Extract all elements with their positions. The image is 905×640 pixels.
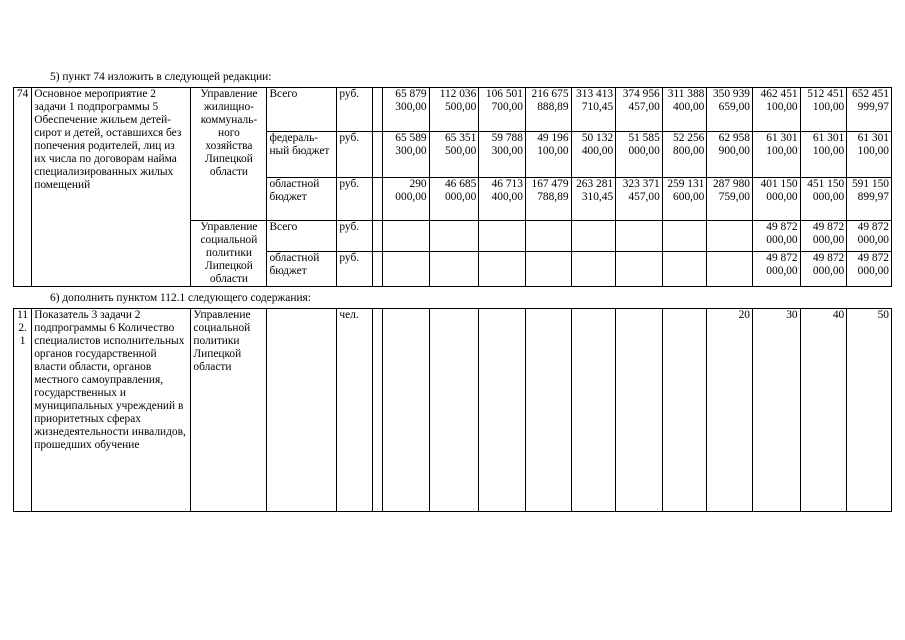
value-cell: 62 958 900,00 (707, 132, 753, 178)
value-cell (525, 252, 571, 287)
funding-source: Всего (267, 88, 337, 132)
table-112-1-body (14, 309, 892, 512)
value-cell: 287 980 759,00 (707, 178, 753, 221)
value-cell: 30 (752, 309, 800, 512)
value-cell: 52 256 800,00 (662, 132, 707, 178)
value-cell: 46 685 000,00 (429, 178, 479, 221)
value-cell (479, 221, 526, 252)
value-cell (662, 252, 707, 287)
executor-cell: Управление жилищно-коммуналь-ного хозяйства Липецкой области (191, 88, 267, 221)
value-cell: 451 150 000,00 (800, 178, 847, 221)
value-cell (571, 221, 616, 252)
value-cell (707, 252, 753, 287)
value-cell (525, 309, 571, 512)
value-cell: 59 788 300,00 (479, 132, 526, 178)
value-cell: 311 388 400,00 (662, 88, 707, 132)
value-cell: 167 479 788,89 (525, 178, 571, 221)
item-name: Основное мероприятие 2 задачи 1 подпрограммы 5 Обеспечение жильем детей-сирот и детей, оставшихся без попечения родителей, лиц из их числа по договорам найма специализированных жилых помещений (32, 88, 191, 287)
value-cell: 49 872 000,00 (752, 252, 800, 287)
value-cell: 61 301 100,00 (800, 132, 847, 178)
value-cell (479, 309, 526, 512)
value-cell: 263 281 310,45 (571, 178, 616, 221)
value-cell: 51 585 000,00 (616, 132, 663, 178)
value-cell (383, 252, 430, 287)
item-number: 112. 1 (14, 309, 32, 512)
value-cell: 65 879 300,00 (383, 88, 430, 132)
value-cell: 374 956 457,00 (616, 88, 663, 132)
value-cell: 401 150 000,00 (752, 178, 800, 221)
value-cell: 106 501 700,00 (479, 88, 526, 132)
executor-cell: Управление социальной политики Липецкой области (191, 221, 267, 287)
value-cell: 49 872 000,00 (847, 252, 892, 287)
value-cell: 61 301 100,00 (847, 132, 892, 178)
value-cell: 49 872 000,00 (800, 221, 847, 252)
item-name: Показатель 3 задачи 2 подпрограммы 6 Количество специалистов исполнительных органов государственной власти области, органов местного самоуправления, государственных и муниципальных учреждений в приоритетных сферах жизнедеятельности инвалидов, прошедших обучение (32, 309, 191, 512)
unit: руб. (337, 88, 372, 132)
value-cell (571, 309, 616, 512)
unit: руб. (337, 221, 372, 252)
spacer-cell (372, 221, 382, 252)
value-cell: 290 000,00 (383, 178, 430, 221)
unit: руб. (337, 252, 372, 287)
value-cell: 49 872 000,00 (800, 252, 847, 287)
item-number: 74 (14, 88, 32, 287)
table-item-112-1 (13, 308, 892, 512)
value-cell: 61 301 100,00 (752, 132, 800, 178)
table-row (14, 309, 892, 512)
funding-source (267, 309, 337, 512)
spacer-cell (372, 132, 382, 178)
value-cell: 462 451 100,00 (752, 88, 800, 132)
table-74-body (14, 88, 892, 287)
funding-source: областной бюджет (267, 178, 337, 221)
value-cell (429, 252, 479, 287)
table-row (14, 88, 892, 132)
value-cell (616, 309, 663, 512)
value-cell (707, 221, 753, 252)
value-cell: 49 872 000,00 (752, 221, 800, 252)
value-cell: 20 (707, 309, 753, 512)
spacer-cell (372, 252, 382, 287)
value-cell: 50 132 400,00 (571, 132, 616, 178)
value-cell: 350 939 659,00 (707, 88, 753, 132)
value-cell: 313 413 710,45 (571, 88, 616, 132)
funding-source: областной бюджет (267, 252, 337, 287)
spacer-cell (372, 88, 382, 132)
funding-source: Всего (267, 221, 337, 252)
value-cell (525, 221, 571, 252)
value-cell (429, 221, 479, 252)
funding-source: федераль-ный бюджет (267, 132, 337, 178)
spacer-cell (372, 309, 382, 512)
value-cell: 65 589 300,00 (383, 132, 430, 178)
value-cell: 652 451 999,97 (847, 88, 892, 132)
value-cell (616, 252, 663, 287)
value-cell (571, 252, 616, 287)
value-cell (383, 221, 430, 252)
value-cell (662, 221, 707, 252)
value-cell: 50 (847, 309, 892, 512)
value-cell: 65 351 500,00 (429, 132, 479, 178)
value-cell (662, 309, 707, 512)
value-cell: 46 713 400,00 (479, 178, 526, 221)
value-cell (616, 221, 663, 252)
value-cell (429, 309, 479, 512)
value-cell (479, 252, 526, 287)
unit: чел. (337, 309, 372, 512)
value-cell (383, 309, 430, 512)
value-cell: 591 150 899,97 (847, 178, 892, 221)
value-cell: 259 131 600,00 (662, 178, 707, 221)
executor-cell: Управление социальной политики Липецкой области (191, 309, 267, 512)
value-cell: 40 (800, 309, 847, 512)
value-cell: 323 371 457,00 (616, 178, 663, 221)
value-cell: 112 036 500,00 (429, 88, 479, 132)
value-cell: 49 196 100,00 (525, 132, 571, 178)
table-item-74 (13, 87, 892, 287)
unit: руб. (337, 178, 372, 221)
amendment-note-74: 5) пункт 74 изложить в следующей редакции: (50, 71, 272, 83)
unit: руб. (337, 132, 372, 178)
spacer-cell (372, 178, 382, 221)
value-cell: 49 872 000,00 (847, 221, 892, 252)
value-cell: 216 675 888,89 (525, 88, 571, 132)
amendment-note-112-1: 6) дополнить пунктом 112.1 следующего содержания: (50, 292, 311, 304)
value-cell: 512 451 100,00 (800, 88, 847, 132)
